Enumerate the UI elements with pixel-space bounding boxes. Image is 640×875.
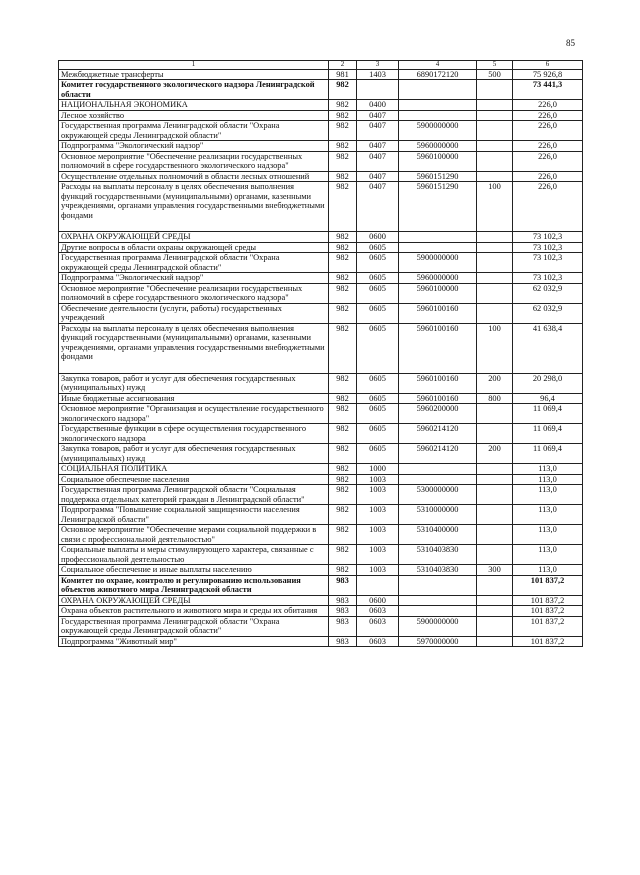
table-row	[59, 80, 583, 100]
cell-ved: 982	[329, 444, 357, 464]
cell-expense-type	[477, 283, 513, 303]
cell-amount: 113,0	[513, 565, 583, 576]
cell-section: 0603	[357, 616, 399, 636]
cell-name: Социальные выплаты и меры стимулирующего характера, связанные с профессиональной деятельностью	[59, 545, 329, 565]
cell-ved: 983	[329, 606, 357, 617]
cell-section: 0605	[357, 424, 399, 444]
cell-ved: 982	[329, 151, 357, 171]
table-row	[59, 464, 583, 475]
cell-name: Охрана объектов растительного и животного мира и среды их обитания	[59, 606, 329, 617]
cell-amount: 73 102,3	[513, 232, 583, 243]
cell-name: Основное мероприятие "Обеспечение мерами социальной поддержки в связи с профессиональной деятельностью"	[59, 525, 329, 545]
table-header-row	[59, 61, 583, 70]
cell-ved: 983	[329, 636, 357, 647]
cell-section: 0407	[357, 182, 399, 232]
cell-name: Государственная программа Ленинградской области "Охрана окружающей среды Ленинградской области"	[59, 121, 329, 141]
cell-section: 0407	[357, 171, 399, 182]
cell-section: 0407	[357, 121, 399, 141]
cell-amount: 226,0	[513, 121, 583, 141]
cell-target-article	[399, 80, 477, 100]
cell-expense-type	[477, 636, 513, 647]
cell-ved: 982	[329, 464, 357, 475]
cell-target-article: 5960100160	[399, 373, 477, 393]
table-row	[59, 373, 583, 393]
cell-ved: 982	[329, 373, 357, 393]
cell-target-article: 6890172120	[399, 69, 477, 80]
table-row	[59, 110, 583, 121]
cell-amount: 226,0	[513, 100, 583, 111]
cell-target-article: 5960000000	[399, 141, 477, 152]
cell-target-article	[399, 464, 477, 475]
cell-section: 1003	[357, 545, 399, 565]
cell-expense-type	[477, 141, 513, 152]
cell-amount: 226,0	[513, 151, 583, 171]
header-cell: 3	[357, 61, 399, 70]
cell-section: 1403	[357, 69, 399, 80]
cell-section: 0407	[357, 151, 399, 171]
cell-section: 1003	[357, 474, 399, 485]
table-row	[59, 606, 583, 617]
cell-name: Государственная программа Ленинградской области "Охрана окружающей среды Ленинградской области"	[59, 616, 329, 636]
table-row	[59, 253, 583, 273]
cell-ved: 982	[329, 505, 357, 525]
cell-amount: 62 032,9	[513, 283, 583, 303]
table-row	[59, 303, 583, 323]
cell-name: Социальное обеспечение и иные выплаты населению	[59, 565, 329, 576]
header-cell: 2	[329, 61, 357, 70]
table-row	[59, 141, 583, 152]
cell-amount: 113,0	[513, 525, 583, 545]
cell-amount: 11 069,4	[513, 444, 583, 464]
cell-expense-type	[477, 464, 513, 475]
cell-ved: 982	[329, 565, 357, 576]
cell-ved: 982	[329, 424, 357, 444]
cell-name: Государственная программа Ленинградской области "Охрана окружающей среды Ленинградской области"	[59, 253, 329, 273]
cell-amount: 101 837,2	[513, 606, 583, 617]
cell-amount: 113,0	[513, 485, 583, 505]
table-row	[59, 474, 583, 485]
cell-name: Основное мероприятие "Обеспечение реализации государственных полномочий в сфере государственного экологического надзора"	[59, 151, 329, 171]
table-row	[59, 182, 583, 232]
cell-name: Осуществление отдельных полномочий в области лесных отношений	[59, 171, 329, 182]
cell-target-article: 5960214120	[399, 444, 477, 464]
cell-section: 0605	[357, 253, 399, 273]
cell-name: Основное мероприятие "Обеспечение реализации государственных полномочий в сфере государственного экологического надзора"	[59, 283, 329, 303]
table-row	[59, 424, 583, 444]
cell-name: Обеспечение деятельности (услуги, работы) государственных учреждений	[59, 303, 329, 323]
cell-amount: 20 298,0	[513, 373, 583, 393]
cell-name: Расходы на выплаты персоналу в целях обеспечения выполнения функций государственными (муниципальными) органами, казенными учреждениями, органами управления государственными внебюджетными фондами	[59, 323, 329, 373]
cell-section	[357, 575, 399, 595]
cell-section: 0605	[357, 242, 399, 253]
cell-target-article: 5900000000	[399, 616, 477, 636]
cell-target-article: 5960100000	[399, 283, 477, 303]
table-row	[59, 232, 583, 243]
cell-ved: 982	[329, 110, 357, 121]
cell-amount: 226,0	[513, 171, 583, 182]
table-row	[59, 273, 583, 284]
cell-target-article	[399, 100, 477, 111]
cell-name: Подпрограмма "Экологический надзор"	[59, 141, 329, 152]
cell-name: Основное мероприятие "Организация и осуществление государственного экологического надзора"	[59, 404, 329, 424]
table-row	[59, 444, 583, 464]
cell-target-article: 5900000000	[399, 253, 477, 273]
cell-target-article: 5960000000	[399, 273, 477, 284]
table-row	[59, 100, 583, 111]
cell-section: 1000	[357, 464, 399, 475]
cell-target-article: 5960200000	[399, 404, 477, 424]
cell-section: 0605	[357, 303, 399, 323]
cell-expense-type: 200	[477, 444, 513, 464]
cell-name: Другие вопросы в области охраны окружающей среды	[59, 242, 329, 253]
cell-amount: 226,0	[513, 182, 583, 232]
cell-expense-type: 100	[477, 182, 513, 232]
cell-target-article: 5300000000	[399, 485, 477, 505]
cell-ved: 982	[329, 323, 357, 373]
cell-expense-type: 800	[477, 393, 513, 404]
cell-ved: 982	[329, 393, 357, 404]
cell-amount: 75 926,8	[513, 69, 583, 80]
cell-target-article	[399, 606, 477, 617]
cell-expense-type	[477, 505, 513, 525]
header-cell: 5	[477, 61, 513, 70]
cell-name: Лесное хозяйство	[59, 110, 329, 121]
cell-ved: 982	[329, 171, 357, 182]
table-row	[59, 283, 583, 303]
cell-ved: 982	[329, 404, 357, 424]
cell-name: ОХРАНА ОКРУЖАЮЩЕЙ СРЕДЫ	[59, 595, 329, 606]
cell-target-article	[399, 232, 477, 243]
cell-amount: 73 102,3	[513, 242, 583, 253]
header-cell: 4	[399, 61, 477, 70]
header-cell: 1	[59, 61, 329, 70]
cell-expense-type: 200	[477, 373, 513, 393]
cell-expense-type	[477, 121, 513, 141]
cell-target-article: 5960100160	[399, 393, 477, 404]
budget-table	[58, 60, 583, 647]
cell-target-article: 5970000000	[399, 636, 477, 647]
table-row	[59, 404, 583, 424]
cell-expense-type	[477, 151, 513, 171]
cell-name: Подпрограмма "Экологический надзор"	[59, 273, 329, 284]
table-row	[59, 595, 583, 606]
cell-target-article: 5960100160	[399, 323, 477, 373]
cell-expense-type	[477, 303, 513, 323]
cell-amount: 101 837,2	[513, 575, 583, 595]
cell-section: 0603	[357, 636, 399, 647]
cell-amount: 73 102,3	[513, 253, 583, 273]
cell-expense-type	[477, 110, 513, 121]
table-row	[59, 393, 583, 404]
cell-ved: 982	[329, 485, 357, 505]
cell-amount: 101 837,2	[513, 636, 583, 647]
table-row	[59, 151, 583, 171]
cell-section: 0600	[357, 595, 399, 606]
cell-name: Закупка товаров, работ и услуг для обеспечения государственных (муниципальных) нужд	[59, 444, 329, 464]
cell-name: Государственная программа Ленинградской области "Социальная поддержка отдельных категорий граждан в Ленинградской области"	[59, 485, 329, 505]
cell-section: 0400	[357, 100, 399, 111]
cell-ved: 982	[329, 283, 357, 303]
cell-target-article: 5310403830	[399, 545, 477, 565]
cell-amount: 101 837,2	[513, 616, 583, 636]
cell-target-article: 5310000000	[399, 505, 477, 525]
cell-amount: 113,0	[513, 505, 583, 525]
cell-name: Государственные функции в сфере осуществления государственного экологического надзора	[59, 424, 329, 444]
table-row	[59, 575, 583, 595]
table-row	[59, 545, 583, 565]
cell-target-article: 5960100160	[399, 303, 477, 323]
cell-amount: 73 441,3	[513, 80, 583, 100]
cell-target-article	[399, 110, 477, 121]
cell-ved: 982	[329, 141, 357, 152]
cell-amount: 226,0	[513, 110, 583, 121]
cell-target-article: 5960151290	[399, 171, 477, 182]
cell-ved: 982	[329, 253, 357, 273]
cell-ved: 983	[329, 595, 357, 606]
cell-amount: 113,0	[513, 474, 583, 485]
cell-target-article: 5960214120	[399, 424, 477, 444]
table-row	[59, 485, 583, 505]
table-row	[59, 323, 583, 373]
table-row	[59, 505, 583, 525]
cell-ved: 983	[329, 575, 357, 595]
cell-name: Подпрограмма "Повышение социальной защищенности населения Ленинградской области"	[59, 505, 329, 525]
table-row	[59, 69, 583, 80]
cell-section: 0605	[357, 393, 399, 404]
cell-section: 0605	[357, 444, 399, 464]
cell-expense-type	[477, 242, 513, 253]
cell-name: Межбюджетные трансферты	[59, 69, 329, 80]
cell-ved: 981	[329, 69, 357, 80]
cell-amount: 113,0	[513, 464, 583, 475]
cell-expense-type	[477, 273, 513, 284]
cell-target-article	[399, 595, 477, 606]
cell-section: 0603	[357, 606, 399, 617]
cell-ved: 982	[329, 525, 357, 545]
cell-section: 1003	[357, 565, 399, 576]
cell-name: Комитет по охране, контролю и регулированию использования объектов животного мира Ленинградской области	[59, 575, 329, 595]
cell-expense-type: 100	[477, 323, 513, 373]
table-row	[59, 525, 583, 545]
cell-expense-type	[477, 80, 513, 100]
cell-section: 0407	[357, 141, 399, 152]
cell-ved: 982	[329, 242, 357, 253]
table-row	[59, 565, 583, 576]
cell-amount: 226,0	[513, 141, 583, 152]
cell-amount: 41 638,4	[513, 323, 583, 373]
cell-ved: 982	[329, 273, 357, 284]
cell-section: 1003	[357, 485, 399, 505]
cell-section: 1003	[357, 525, 399, 545]
cell-name: Закупка товаров, работ и услуг для обеспечения государственных (муниципальных) нужд	[59, 373, 329, 393]
cell-target-article: 5900000000	[399, 121, 477, 141]
cell-section: 0407	[357, 110, 399, 121]
table-row	[59, 616, 583, 636]
cell-expense-type	[477, 485, 513, 505]
cell-amount: 113,0	[513, 545, 583, 565]
cell-expense-type	[477, 545, 513, 565]
cell-amount: 101 837,2	[513, 595, 583, 606]
cell-expense-type	[477, 424, 513, 444]
cell-ved: 982	[329, 474, 357, 485]
cell-expense-type	[477, 404, 513, 424]
cell-name: Иные бюджетные ассигнования	[59, 393, 329, 404]
cell-name: Социальное обеспечение населения	[59, 474, 329, 485]
table-row	[59, 636, 583, 647]
cell-expense-type: 500	[477, 69, 513, 80]
cell-section: 1003	[357, 505, 399, 525]
cell-name: Расходы на выплаты персоналу в целях обеспечения выполнения функций государственными (муниципальными) органами, казенными учреждениями, органами управления государственными внебюджетными фондами	[59, 182, 329, 232]
cell-section: 0605	[357, 283, 399, 303]
cell-expense-type	[477, 575, 513, 595]
cell-expense-type: 300	[477, 565, 513, 576]
cell-name: Подпрограмма "Животный мир"	[59, 636, 329, 647]
cell-expense-type	[477, 606, 513, 617]
cell-name: ОХРАНА ОКРУЖАЮЩЕЙ СРЕДЫ	[59, 232, 329, 243]
cell-section: 0605	[357, 273, 399, 284]
cell-name: СОЦИАЛЬНАЯ ПОЛИТИКА	[59, 464, 329, 475]
cell-expense-type	[477, 100, 513, 111]
table-row	[59, 242, 583, 253]
cell-section: 0605	[357, 373, 399, 393]
cell-name: Комитет государственного экологического надзора Ленинградской области	[59, 80, 329, 100]
cell-ved: 982	[329, 545, 357, 565]
cell-amount: 11 069,4	[513, 424, 583, 444]
cell-ved: 982	[329, 232, 357, 243]
cell-ved: 982	[329, 182, 357, 232]
cell-ved: 983	[329, 616, 357, 636]
cell-section: 0600	[357, 232, 399, 243]
cell-section: 0605	[357, 404, 399, 424]
cell-target-article: 5960100000	[399, 151, 477, 171]
cell-ved: 982	[329, 80, 357, 100]
cell-amount: 11 069,4	[513, 404, 583, 424]
cell-amount: 62 032,9	[513, 303, 583, 323]
cell-section: 0605	[357, 323, 399, 373]
cell-expense-type	[477, 616, 513, 636]
cell-expense-type	[477, 232, 513, 243]
cell-expense-type	[477, 171, 513, 182]
cell-ved: 982	[329, 303, 357, 323]
cell-expense-type	[477, 253, 513, 273]
page-number: 85	[566, 38, 575, 48]
cell-target-article: 5310400000	[399, 525, 477, 545]
cell-amount: 73 102,3	[513, 273, 583, 284]
header-cell: 6	[513, 61, 583, 70]
table-row	[59, 121, 583, 141]
cell-expense-type	[477, 595, 513, 606]
cell-section	[357, 80, 399, 100]
cell-amount: 96,4	[513, 393, 583, 404]
table-row	[59, 171, 583, 182]
cell-ved: 982	[329, 121, 357, 141]
cell-target-article	[399, 474, 477, 485]
cell-target-article	[399, 575, 477, 595]
cell-target-article: 5960151290	[399, 182, 477, 232]
cell-expense-type	[477, 474, 513, 485]
cell-expense-type	[477, 525, 513, 545]
cell-ved: 982	[329, 100, 357, 111]
cell-name: НАЦИОНАЛЬНАЯ ЭКОНОМИКА	[59, 100, 329, 111]
cell-target-article	[399, 242, 477, 253]
cell-target-article: 5310403830	[399, 565, 477, 576]
